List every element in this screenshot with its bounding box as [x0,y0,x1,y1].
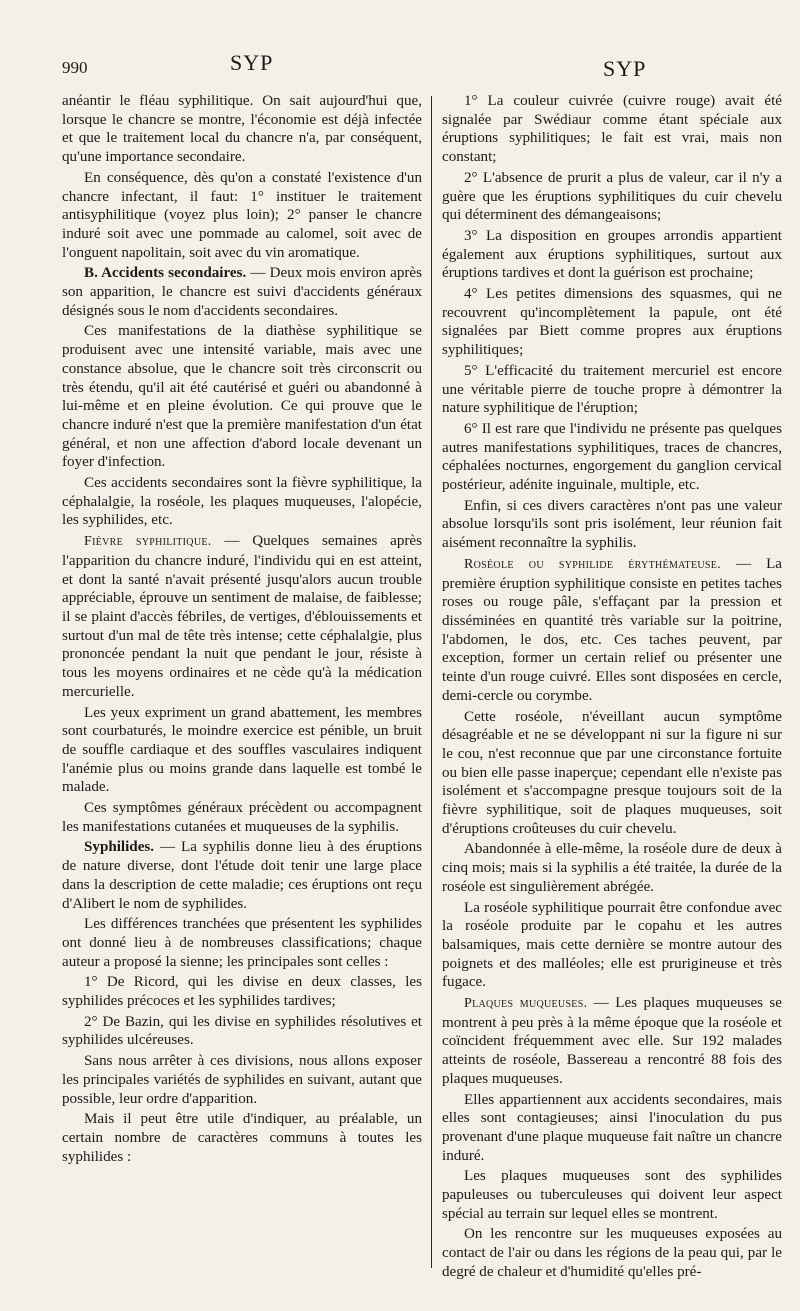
page-number: 990 [62,58,88,77]
paragraph-text: — Les plaques muqueuses se montrent à peu près à la même époque que la roséole et coïncident fréquemment avec elle. Sur 192 malades atteints de roséole, Bassereau a rencontré 88 fois des plaques muqueuses. [442,995,782,1087]
running-head-left: SYP [230,50,274,75]
paragraph: On les rencontre sur les muqueuses exposées au contact de l'air ou dans les régions de la peau qui, par le degré de chaleur et d'humidité qu'elles pré- [442,1226,782,1280]
paragraph: 3° La disposition en groupes arrondis appartient également aux éruptions syphilitiques, surtout aux éruptions tardives et dont la guérison est prochaine; [442,227,782,282]
paragraph-plaques [442,994,782,1089]
column-divider [431,96,432,1268]
paragraph: 1° De Ricord, qui les divise en deux classes, les syphilides précoces et les syphilides tardives; [62,974,422,1010]
paragraph-text: — Deux mois environ après son apparition, le chancre est suivi d'accidents généraux désignés sous le nom d'accidents secondaires. [62,265,422,319]
paragraph: La roséole syphilitique pourrait être confondue avec la roséole produite par le copahu et les autres balsamiques, mais cette dernière se montre autour des poignets et des malléoles; elle est prurigineuse et très fugace. [442,899,782,991]
paragraph-roseole [442,555,782,706]
section-heading: Syphilides. [84,839,155,856]
paragraph-syphilides [62,838,422,913]
paragraph: 2° L'absence de prurit a plus de valeur, car il n'y a guère que les éruptions syphilitiques du cuir chevelu qui déterminent des démangeaisons; [442,169,782,224]
section-heading: Plaques muqueuses. [464,996,588,1012]
paragraph: 1° La couleur cuivrée (cuivre rouge) avait été signalée par Swédiaur comme étant spéciale aux éruptions syphilitiques; le fait est vrai, mais non constant; [442,93,782,166]
paragraph: anéantir le fléau syphilitique. On sait aujourd'hui que, lorsque le chancre se montre, l'économie est déjà infectée et que le traitement local du chancre n'a, par conséquent, qu'une importance secondaire. [62,93,422,166]
left-column [62,92,422,1292]
section-heading: Fièvre syphilitique. [84,534,212,550]
right-column [442,92,782,1292]
paragraph: Elles appartiennent aux accidents secondaires, mais elles sont contagieuses; ainsi l'inoculation du pus provenant d'une plaque muqueuse fait naître un chancre induré. [442,1091,782,1164]
paragraph-text: — La syphilis donne lieu à des éruptions de nature diverse, dont l'étude doit tenir une large place dans la description de cette maladie; ces éruptions ont reçu d'Alibert le nom de syphilides. [62,839,422,912]
paragraph: 5° L'efficacité du traitement mercuriel est encore une véritable pierre de touche propre à démontrer la nature syphilitique de l'éruption; [442,362,782,417]
paragraph: Ces symptômes généraux précèdent ou accompagnent les manifestations cutanées et muqueuses de la syphilis. [62,800,422,835]
paragraph: Enfin, si ces divers caractères n'ont pas une valeur absolue lorsqu'ils sont pris isolément, leur réunion fait aisément reconnaître la syphilis. [442,497,782,552]
section-heading: B. Accidents secondaires. [84,265,247,282]
paragraph-text: — La première éruption syphilitique consiste en petites taches roses ou rouge pâle, s'effaçant par la pression et disséminées en quantité très variable sur la poitrine, l'abdomen, le dos, etc. Ces taches peuvent, par exception, former un certain relief ou présenter une teinte d'un rouge cuivré. Elles sont disposées en cercle, demi-cercle ou corymbe. [442,555,782,704]
paragraph: Les plaques muqueuses sont des syphilides papuleuses ou tuberculeuses qui doivent leur aspect spécial au terrain sur lequel elles se montrent. [442,1168,782,1222]
paragraph: Cette roséole, n'éveillant aucun symptôme désagréable et ne se développant ni sur la figure ni sur le cou, n'est reconnue que par une circonstance fortuite ou bien elle passe inaperçue; cependant elle n'existe pas isolément et s'accompagne presque toujours soit de la fièvre syphilitique, soit de plaques muqueuses, soit d'éruptions croûteuses du cuir chevelu. [442,708,782,837]
paragraph: Les différences tranchées que présentent les syphilides ont donné lieu à de nombreuses classifications; chaque auteur a proposé la sienne; les principales sont celles : [62,916,422,970]
paragraph: Abandonnée à elle-même, la roséole dure de deux à cinq mois; mais si la syphilis a été traitée, la durée de la roséole est singulièrement abrégée. [442,841,782,895]
paragraph: Sans nous arrêter à ces divisions, nous allons exposer les principales variétés de syphilides en suivant, autant que possible, leur ordre d'apparition. [62,1053,422,1107]
running-head-right: SYP [603,56,647,81]
paragraph: 4° Les petites dimensions des squasmes, qui ne recouvrent qu'incomplètement la papule, ont été signalées par Biett comme propres aux éruptions syphilitiques; [442,286,782,359]
paragraph: Ces manifestations de la diathèse syphilitique se produisent avec une intensité variable, mais avec une constance absolue, que le chancre soit très circonscrit ou très étendu, qu'il ait été cautérisé et guéri ou abandonné à lui-même et en pleine évolution. Ce qui prouve que le chancre induré n'est que la première manifestation d'un état général, et non une affection d'abord locale devenant un foyer d'infection. [62,323,422,471]
paragraph-text: — Quelques semaines après l'apparition du chancre induré, l'individu qui en est atteint, et dont la santé n'avait présenté jusqu'alors aucun trouble appréciable, éprouve un sentiment de malaise, de faiblesse; il se plaint d'accès fébriles, de vertiges, d'éblouissements et surtout d'un mal de tête très intense; cette céphalalgie, plus prononcée pendant la nuit que pendant le jour, résiste à tous les moyens ordinaires et ne cède qu'à la médication mercurielle. [62,533,422,700]
paragraph: Les yeux expriment un grand abattement, les membres sont courbaturés, le moindre exercice est pénible, un bruit de souffle cardiaque et des souffles vasculaires indiquent l'anémie plus ou moins grande dans laquelle est tombé le malade. [62,704,422,796]
paragraph: Ces accidents secondaires sont la fièvre syphilitique, la céphalalgie, la roséole, les plaques muqueuses, l'alopécie, les syphilides, etc. [62,475,422,529]
section-heading: Roséole ou syphilide érythémateuse. [464,556,721,572]
paragraph: Mais il peut être utile d'indiquer, au préalable, un certain nombre de caractères communs à toutes les syphilides : [62,1111,422,1165]
page-header [0,46,800,86]
paragraph-accidents-secondaires [62,264,422,320]
paragraph-fievre [62,532,422,701]
paragraph: 2° De Bazin, qui les divise en syphilides résolutives et syphilides ulcéreuses. [62,1013,422,1049]
paragraph: 6° Il est rare que l'individu ne présente pas quelques autres manifestations syphilitiques, traces de chancres, céphalées nocturnes, engorgement du ganglion cervical postérieur, adénite inguinale, multiple, etc. [442,420,782,494]
paragraph: En conséquence, dès qu'on a constaté l'existence d'un chancre infectant, il faut: 1° instituer le traitement antisyphilitique (voyez plus loin); 2° panser le chancre induré soit avec une pommade au calomel, soit avec de l'onguent napolitain, soit avec du vin aromatique. [62,169,422,261]
